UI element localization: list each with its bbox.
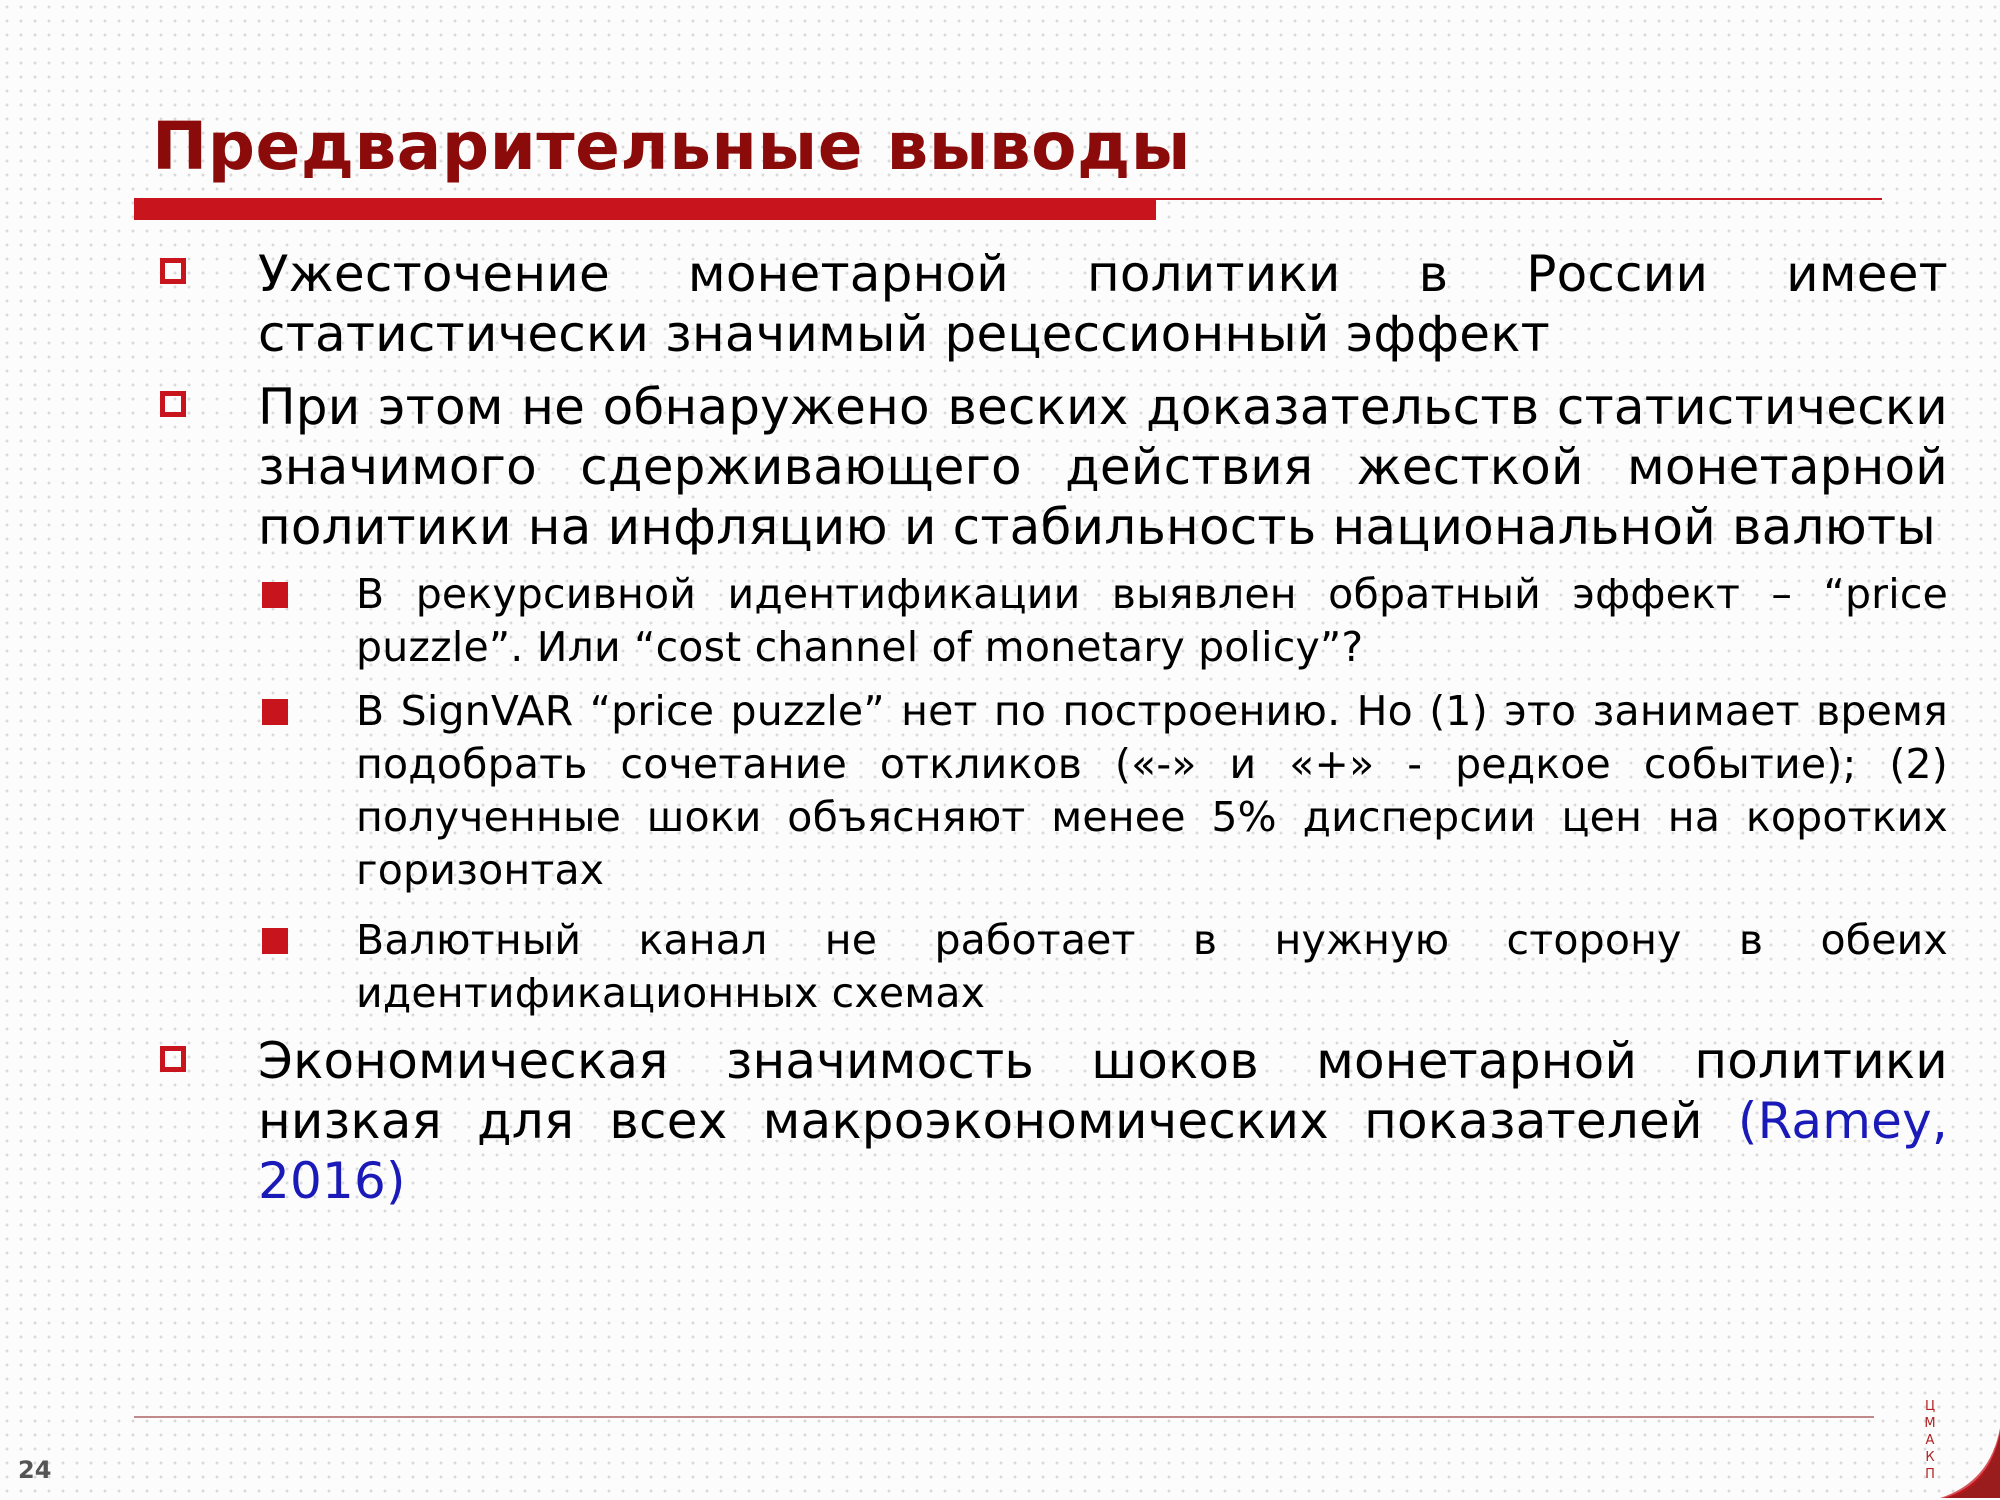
footer-divider [134, 1416, 1874, 1418]
bullet-item: Ужесточение монетарной политики в России имеет статистически значимый рецессионный эффект [258, 245, 1948, 363]
slide-title: Предварительные выводы [152, 108, 1191, 185]
hollow-square-bullet-icon [160, 258, 186, 284]
bullet-text: Экономическая значимость шоков монетарной политики низкая для всех макроэкономических показателей [258, 1032, 1948, 1150]
title-underline-thin [1156, 198, 1882, 200]
logo-letter: П [1925, 1467, 1935, 1482]
logo-letter: Ц [1924, 1399, 1936, 1414]
hollow-square-bullet-icon [160, 1046, 186, 1072]
logo-letters [1920, 1398, 1940, 1483]
page-number: 24 [18, 1456, 52, 1484]
filled-square-bullet-icon [262, 699, 288, 725]
logo-letter: М [1924, 1416, 1936, 1431]
bullet-item: При этом не обнаружено веских доказательств статистически значимого сдерживающего действия жесткой монетарной политики на инфляцию и стабильность национальной валюты [258, 378, 1948, 556]
filled-square-bullet-icon [262, 928, 288, 954]
hollow-square-bullet-icon [160, 391, 186, 417]
sub-bullet-item: В SignVAR “price puzzle” нет по построению. Но (1) это занимает время подобрать сочетание откликов («-» и «+» - редкое событие); (2) полученные шоки объясняют менее 5% дисперсии цен на коротких горизонтах [356, 687, 1948, 894]
sub-bullet-item: В рекурсивной идентификации выявлен обратный эффект – “price puzzle”. Или “cost channel of monetary policy”? [356, 570, 1948, 671]
cmakp-logo [1900, 1392, 2000, 1500]
sub-bullet-item: Валютный канал не работает в нужную сторону в обеих идентификационных схемах [356, 916, 1948, 1017]
logo-letter: К [1925, 1450, 1935, 1465]
citation-link[interactable]: (Ramey, 2016) [258, 1092, 1948, 1210]
bullet-item [258, 1031, 1948, 1211]
logo-letter: А [1925, 1433, 1935, 1448]
logo-swoosh [1944, 1432, 2000, 1498]
title-underline-thick [134, 198, 1156, 220]
filled-square-bullet-icon [262, 582, 288, 608]
